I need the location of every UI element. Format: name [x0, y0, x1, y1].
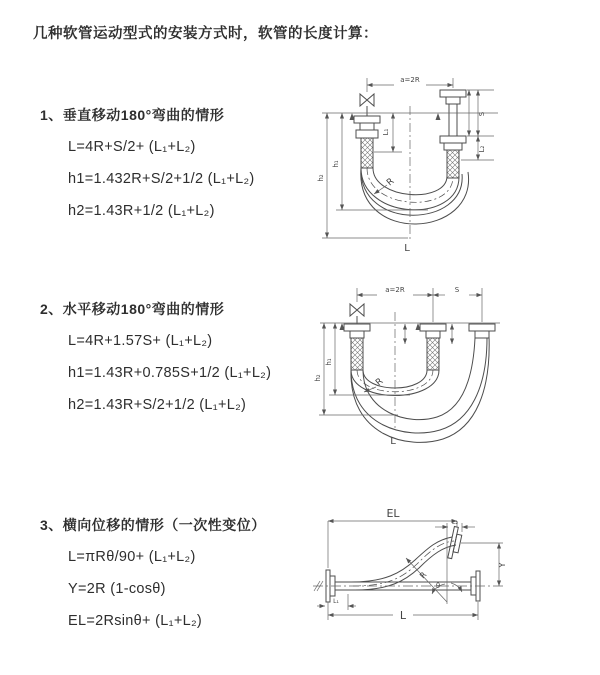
formula-h2: h2=1.43R+1/2 (L₁+L₂): [68, 203, 215, 219]
dim-label-l1: L₁: [333, 598, 339, 605]
dim-label-l2: L₂: [478, 145, 486, 153]
hose-drawing: [326, 527, 480, 602]
braided-hose-right: [447, 150, 459, 178]
formula-el: EL=2Rsinθ+ (L₁+L₂): [68, 613, 203, 629]
length-label: L: [390, 436, 396, 447]
hose-drawing: [344, 304, 495, 442]
dim-label-s: S: [454, 286, 460, 294]
valve-icon: [350, 304, 364, 316]
section-2-heading: 2、水平移动180°弯曲的情形: [40, 301, 225, 317]
dim-label-a2r: a=2R: [400, 76, 420, 84]
section-1: [40, 105, 310, 221]
dim-label-s: S: [478, 111, 486, 117]
braided-hose-middle: [427, 338, 439, 370]
diagram-horizontal-180-bend: [310, 280, 600, 460]
right-flange-displaced: [448, 527, 463, 560]
formula-y: Y=2R (1-cosθ): [68, 581, 166, 597]
formula-l: L=πRθ/90+ (L₁+L₂): [68, 549, 196, 565]
section-1-heading: 1、垂直移动180°弯曲的情形: [40, 107, 225, 123]
radius-label: R: [374, 376, 386, 389]
radius-label: R: [385, 176, 397, 189]
dim-label-l1: L₁: [382, 128, 390, 136]
dim-label-y: Y: [498, 562, 507, 568]
length-label: L: [399, 609, 407, 622]
length-label: L: [404, 243, 410, 254]
diagram-vertical-180-bend: [310, 70, 600, 262]
braided-hose-left: [351, 338, 363, 370]
section-2: [40, 299, 310, 415]
dim-label-h2: h₂: [314, 374, 322, 382]
radius-label: R: [417, 570, 429, 581]
valve-icon: [360, 94, 374, 106]
diagram-lateral-displacement: [305, 494, 600, 664]
formula-h1: h1=1.432R+S/2+1/2 (L₁+L₂): [68, 171, 255, 187]
hose-drawing: [354, 90, 469, 224]
dimension-lines: [322, 78, 498, 240]
dim-label-el: EL: [386, 507, 400, 520]
braided-hose-left: [361, 138, 373, 168]
section-3-heading: 3、横向位移的情形（一次性变位）: [40, 517, 266, 533]
formula-l: L=4R+1.57S+ (L₁+L₂): [68, 333, 213, 349]
section-3: [40, 515, 310, 631]
dim-label-a2r: a=2R: [385, 286, 405, 294]
formula-h2: h2=1.43R+S/2+1/2 (L₁+L₂): [68, 397, 247, 413]
formula-l: L=4R+S/2+ (L₁+L₂): [68, 139, 196, 155]
dim-label-h1: h₁: [325, 358, 333, 366]
dim-label-l2: L₂: [451, 518, 459, 526]
angle-label-theta: θ: [435, 582, 441, 590]
dim-label-h2: h₂: [317, 174, 325, 182]
formula-h1: h1=1.43R+0.785S+1/2 (L₁+L₂): [68, 365, 272, 381]
page-title: 几种软管运动型式的安装方式时，软管的长度计算：: [33, 26, 378, 42]
dim-label-h1: h₁: [332, 160, 340, 168]
